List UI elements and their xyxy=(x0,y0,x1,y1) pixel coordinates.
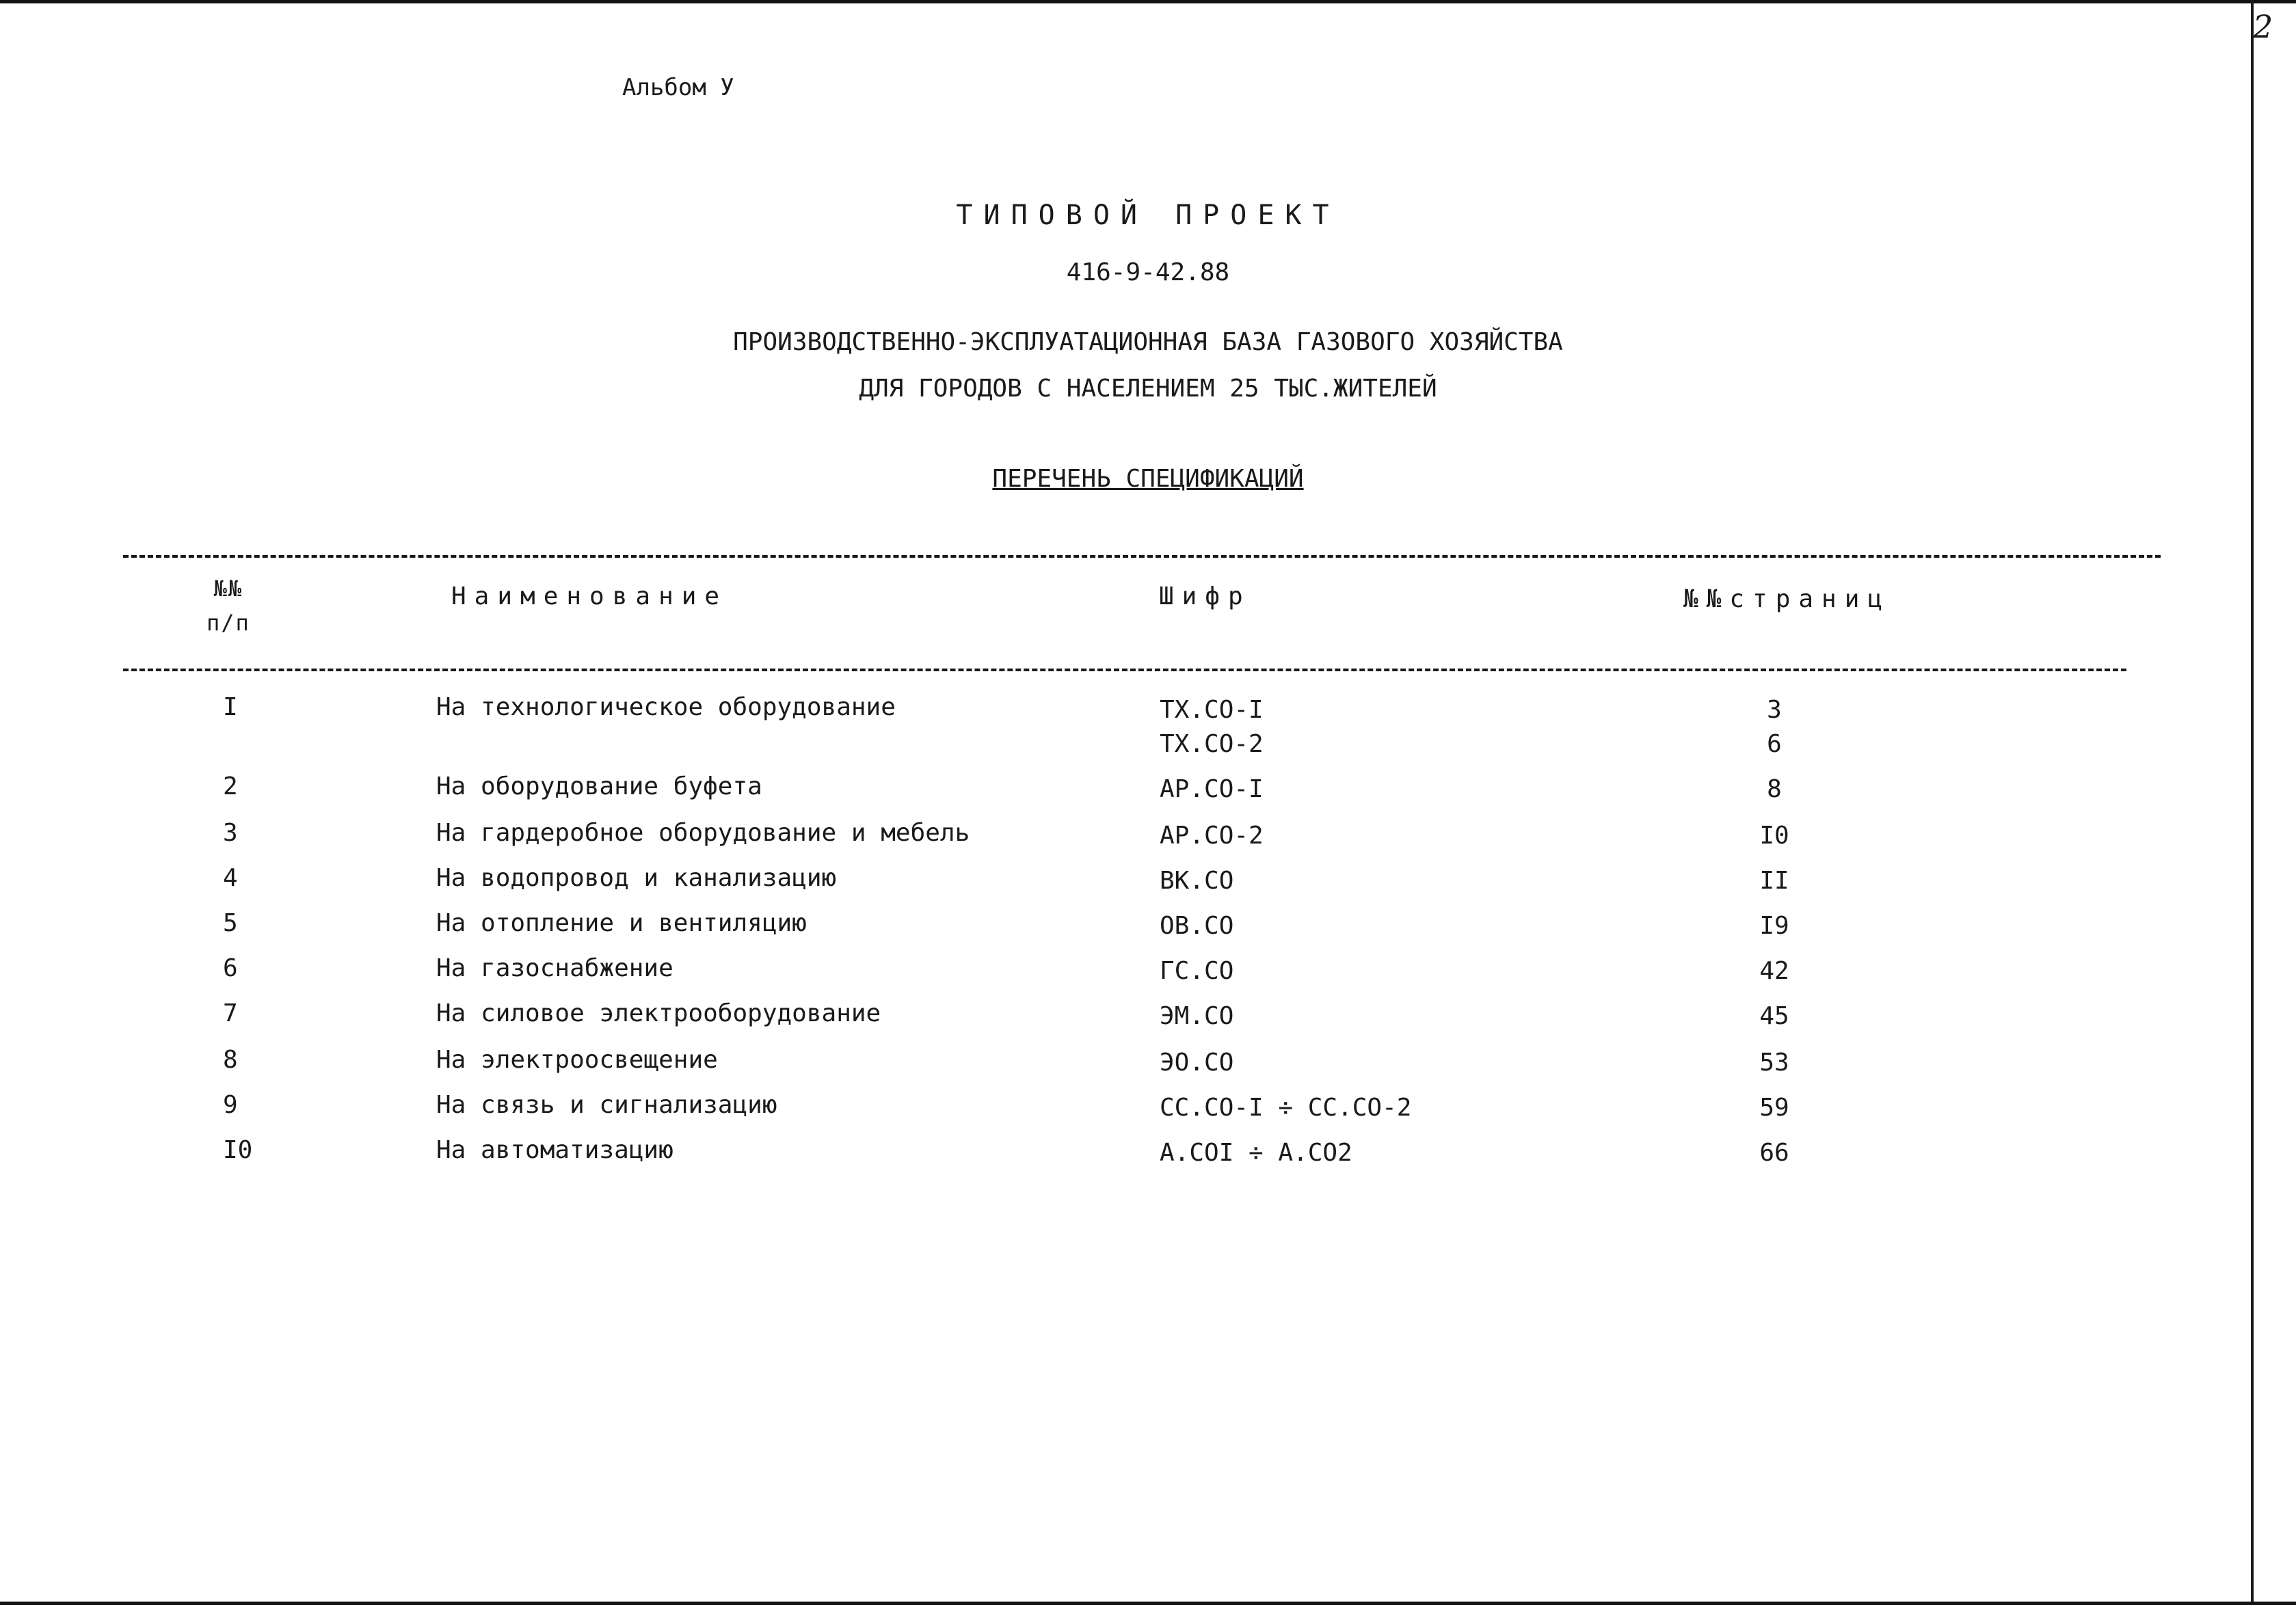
row-page-value: I9 xyxy=(1759,912,1789,940)
row-code xyxy=(1160,864,1233,898)
row-page-value: 45 xyxy=(1759,1002,1789,1030)
row-number: 6 xyxy=(223,954,238,982)
row-number: 5 xyxy=(223,909,238,937)
row-number: I xyxy=(223,693,238,721)
row-code xyxy=(1160,772,1264,807)
row-code-value: ВК.СО xyxy=(1160,867,1234,895)
row-page-value: I0 xyxy=(1759,822,1789,850)
list-title: ПЕРЕЧЕНЬ СПЕЦИФИКАЦИЙ xyxy=(992,465,1304,493)
row-page-value: 3 xyxy=(1767,696,1782,724)
scan-border-right xyxy=(2251,0,2254,1605)
row-code-value: ЭО.СО xyxy=(1160,1049,1234,1077)
project-title-line-2: ДЛЯ ГОРОДОВ С НАСЕЛЕНИЕМ 25 ТЫС.ЖИТЕЛЕЙ xyxy=(859,375,1437,403)
page-number: 2 xyxy=(2253,8,2273,45)
row-name: На гардеробное оборудование и мебель xyxy=(436,819,970,847)
row-code-value: ЭМ.СО xyxy=(1160,1002,1234,1030)
header-code: Шифр xyxy=(1159,582,1251,610)
table-header-divider xyxy=(123,669,2126,671)
row-code xyxy=(1160,1046,1233,1080)
row-number: I0 xyxy=(223,1136,253,1164)
row-name: На технологическое оборудование xyxy=(436,693,896,721)
row-code-value: ГС.СО xyxy=(1160,957,1234,985)
row-pages xyxy=(1737,1136,1812,1170)
row-name: На отопление и вентиляцию xyxy=(436,909,807,937)
row-name: На силовое электрооборудование xyxy=(436,999,881,1027)
row-pages xyxy=(1737,909,1812,943)
row-page-value: 53 xyxy=(1759,1049,1789,1077)
scan-border-bottom xyxy=(0,1602,2296,1605)
row-name: На связь и сигнализацию xyxy=(436,1091,777,1119)
row-code-value: ТХ.СО-I xyxy=(1160,696,1264,724)
row-code xyxy=(1160,819,1264,853)
row-code xyxy=(1160,909,1233,943)
row-code-value: АР.СО-2 xyxy=(1160,822,1264,850)
row-name: На автоматизацию xyxy=(436,1136,673,1164)
row-page-value: 66 xyxy=(1759,1139,1789,1167)
row-pages xyxy=(1737,772,1812,807)
row-page-value: 6 xyxy=(1767,730,1782,758)
row-name: На водопровод и канализацию xyxy=(436,864,837,892)
row-number: 2 xyxy=(223,772,238,800)
scan-border-top xyxy=(0,0,2296,3)
row-name: На газоснабжение xyxy=(436,954,673,982)
header-number xyxy=(206,571,250,640)
row-code-value: А.СОI ÷ А.СО2 xyxy=(1160,1139,1352,1167)
row-code xyxy=(1160,1136,1352,1170)
row-code xyxy=(1160,693,1264,761)
project-title-line-1: ПРОИЗВОДСТВЕННО-ЭКСПЛУАТАЦИОННАЯ БАЗА ГАЗОВОГО ХОЗЯЙСТВА xyxy=(733,328,1563,356)
row-code xyxy=(1160,1091,1411,1125)
row-number: 7 xyxy=(223,999,238,1027)
row-number: 8 xyxy=(223,1046,238,1074)
row-number: 4 xyxy=(223,864,238,892)
row-number: 9 xyxy=(223,1091,238,1119)
row-page-value: 8 xyxy=(1767,775,1782,803)
row-name: На оборудование буфета xyxy=(436,772,762,800)
header-number-line-2: п/п xyxy=(206,610,250,636)
row-code xyxy=(1160,954,1233,988)
row-pages xyxy=(1737,954,1812,988)
row-page-value: 59 xyxy=(1759,1094,1789,1122)
row-pages xyxy=(1737,1091,1812,1125)
row-code-value: ТХ.СО-2 xyxy=(1160,730,1264,758)
row-pages xyxy=(1737,864,1812,898)
document-type: ТИПОВОЙ ПРОЕКТ xyxy=(956,200,1340,231)
row-pages xyxy=(1737,999,1812,1034)
row-page-value: II xyxy=(1759,867,1789,895)
row-pages xyxy=(1737,819,1812,853)
document-code: 416-9-42.88 xyxy=(1066,258,1230,286)
row-code-value: ОВ.СО xyxy=(1160,912,1234,940)
table-top-divider xyxy=(123,555,2161,558)
header-pages: №№страниц xyxy=(1683,585,1891,613)
row-number: 3 xyxy=(223,819,238,847)
header-number-line-1: №№ xyxy=(213,576,243,602)
row-pages xyxy=(1737,693,1812,761)
row-page-value: 42 xyxy=(1759,957,1789,985)
row-code xyxy=(1160,999,1233,1034)
row-code-value: СС.СО-I ÷ СС.СО-2 xyxy=(1160,1094,1412,1122)
album-label: Альбом У xyxy=(622,74,734,101)
header-name: Наименование xyxy=(451,582,728,610)
row-code-value: АР.СО-I xyxy=(1160,775,1264,803)
row-pages xyxy=(1737,1046,1812,1080)
row-name: На электроосвещение xyxy=(436,1046,718,1074)
